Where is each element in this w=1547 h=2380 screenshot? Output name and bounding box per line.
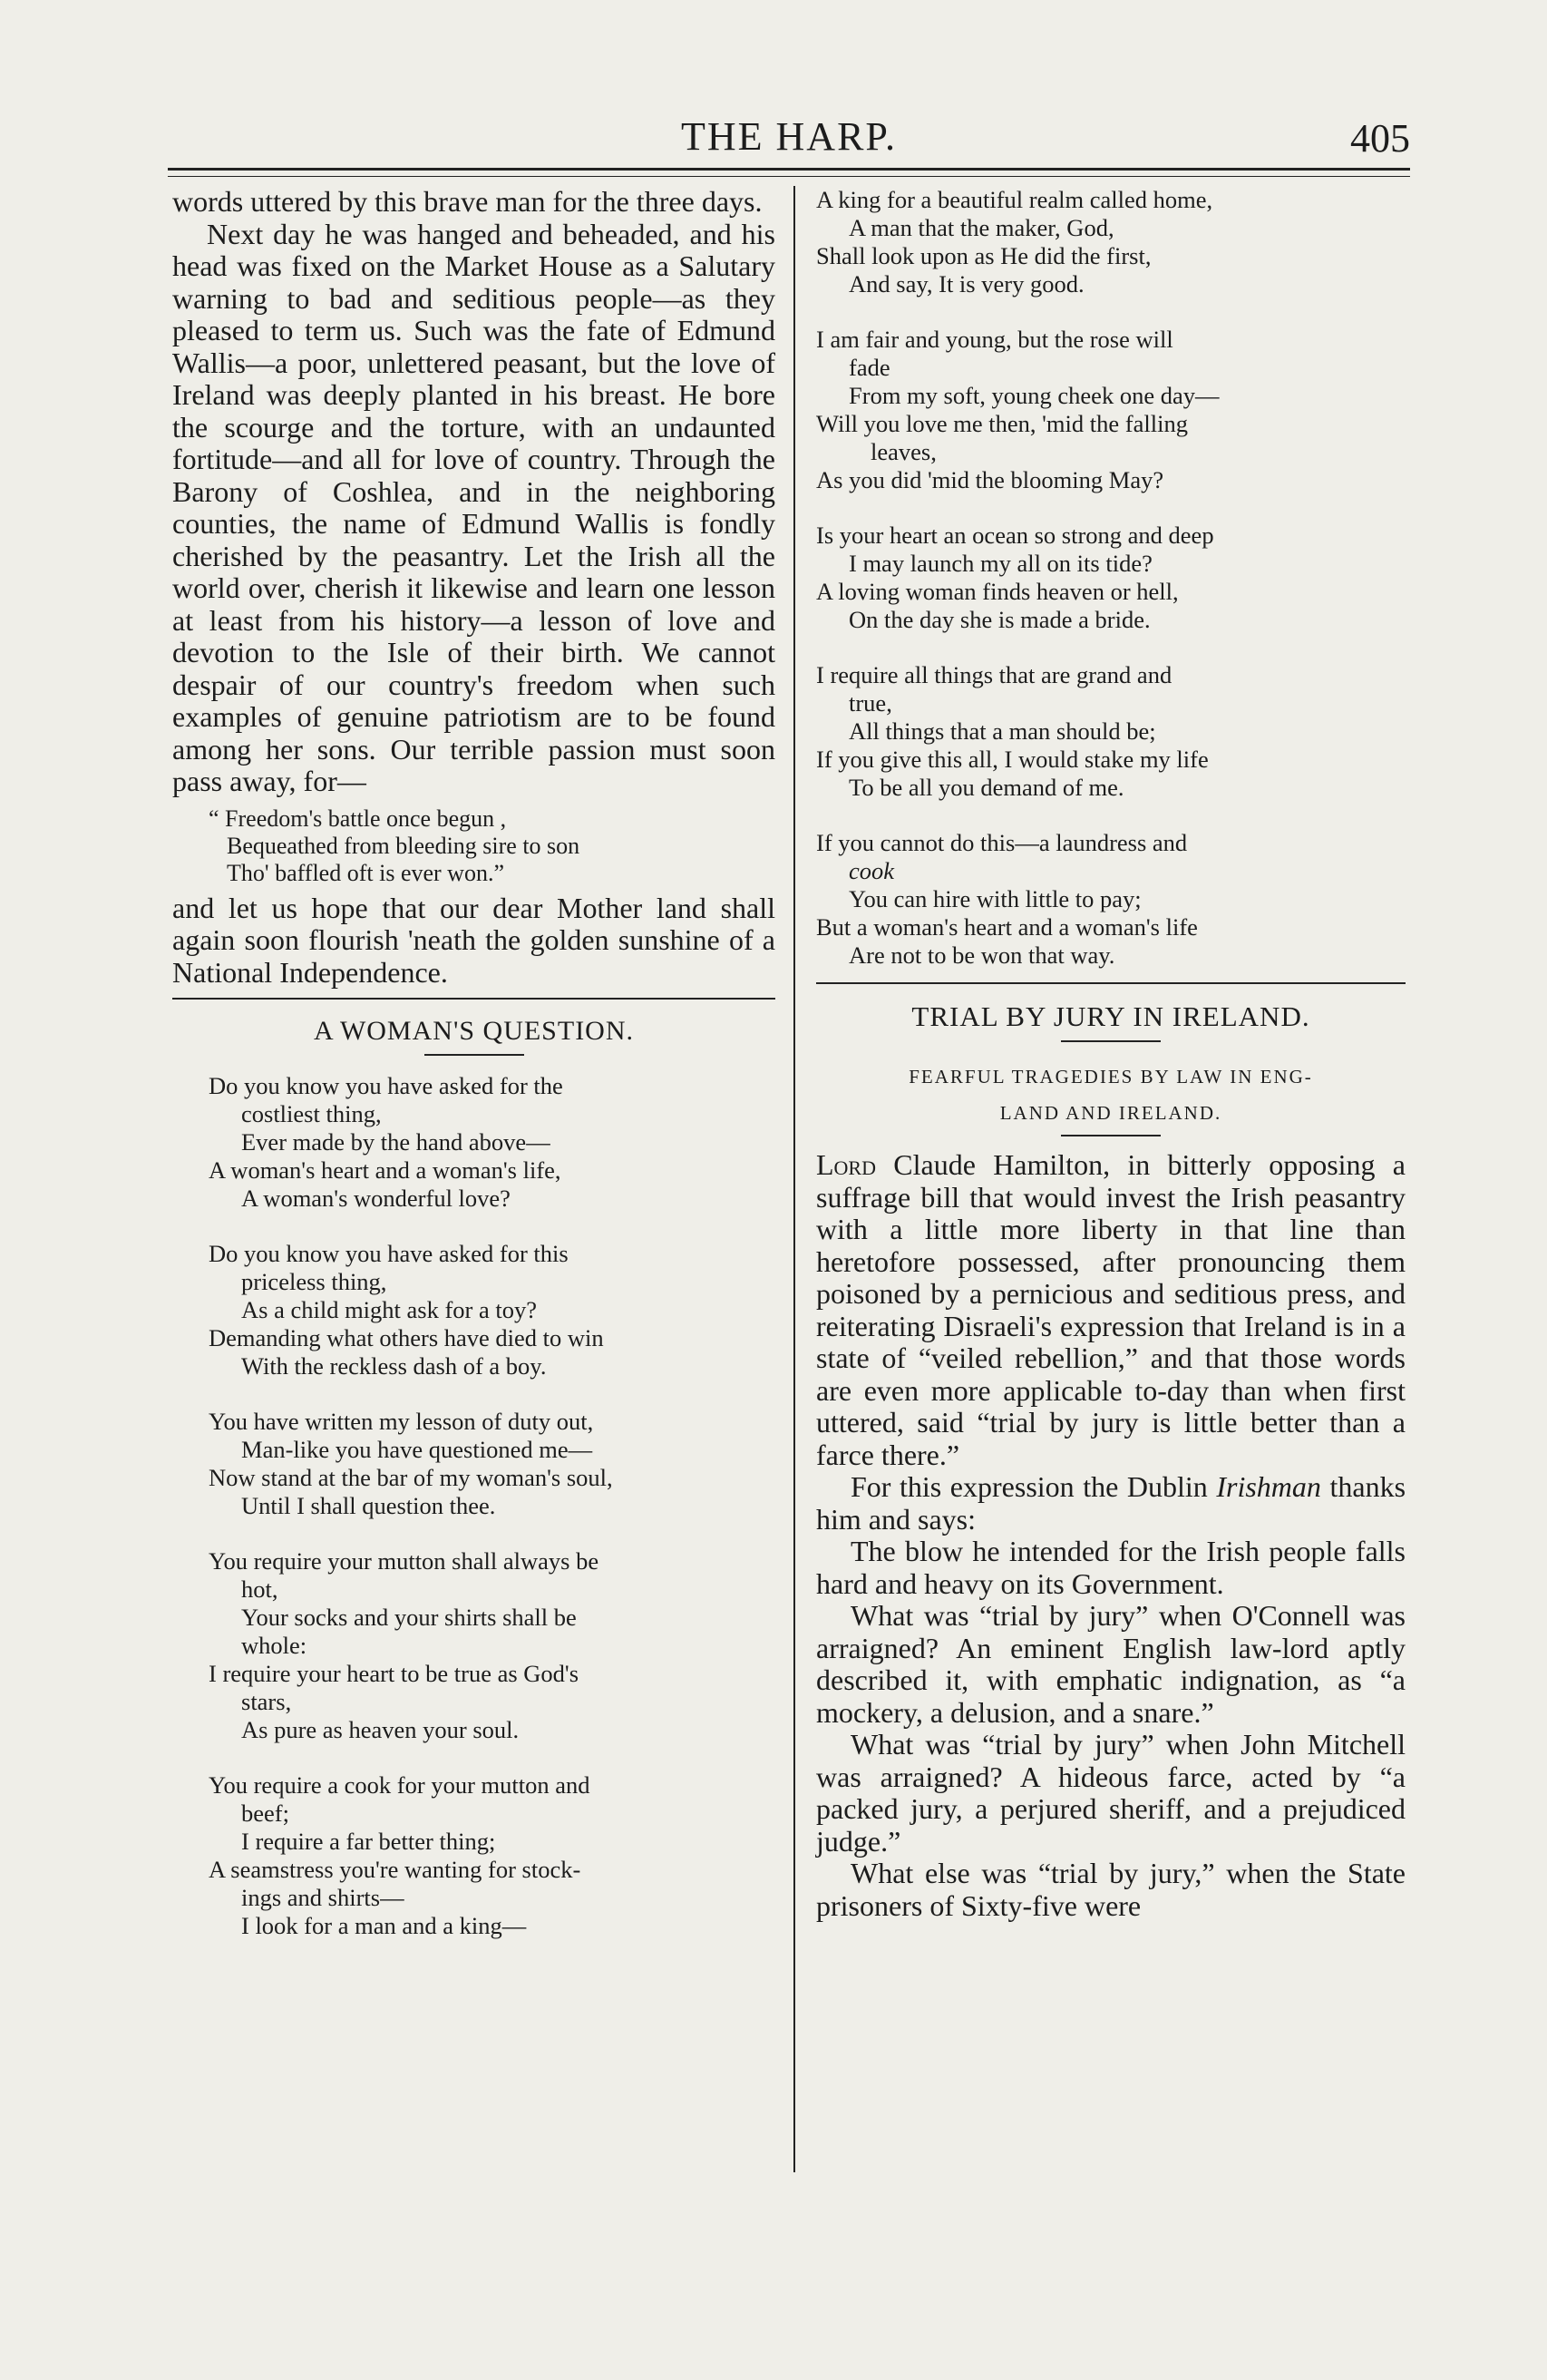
poem-line: ings and shirts— bbox=[241, 1884, 404, 1911]
poem-line: You require your mutton shall always be bbox=[209, 1547, 599, 1575]
paragraph-text: Claude Hamilton, in bitterly opposing a suffrage bill that would invest the Irish peasantry with a little more liberty in that line than heretofore possessed, after pronouncing them poisoned by a pernicious and seditious press, and reiterating Disraeli's expression that Ireland is in a state of “veiled rebellion,” and that those words are even more applicable to-day than when first uttered, said “trial by jury is little better than a farce there.” bbox=[816, 1148, 1406, 1471]
lead-word: Lord bbox=[816, 1148, 876, 1181]
poem-line: I require your heart to be true as God's bbox=[209, 1660, 579, 1687]
poem-line: hot, bbox=[241, 1575, 278, 1603]
poem-line: I am fair and young, but the rose will bbox=[816, 326, 1173, 353]
poem-line: I look for a man and a king— bbox=[241, 1912, 527, 1939]
jury-article bbox=[816, 1149, 1406, 1922]
article-paragraph: What was “trial by jury” when O'Connell was arraigned? An eminent English law-lord aptly described it, with emphatic indignation, as “a mockery, a delusion, and a snare.” bbox=[816, 1599, 1406, 1729]
poem-line: Do you know you have asked for this bbox=[209, 1240, 569, 1267]
poem-stanza bbox=[209, 1240, 775, 1380]
column-divider bbox=[793, 186, 795, 2172]
poem-stanza bbox=[209, 1771, 775, 1940]
poem-line: whole: bbox=[241, 1632, 307, 1659]
short-rule bbox=[1061, 1040, 1161, 1042]
poem-line: Your socks and your shirts shall be bbox=[241, 1604, 577, 1631]
poem-line: Man-like you have questioned me— bbox=[241, 1436, 593, 1463]
poem-stanza bbox=[816, 522, 1406, 634]
poem-line: To be all you demand of me. bbox=[849, 774, 1124, 801]
poem-stanza bbox=[816, 186, 1406, 298]
article-subhead: LAND AND IRELAND. bbox=[999, 1102, 1222, 1124]
poem-line: If you cannot do this—a laundress and bbox=[816, 829, 1188, 856]
paragraph-text: thanks him and says: bbox=[816, 1470, 1406, 1536]
article-title: TRIAL BY JURY IN IRELAND. bbox=[911, 1000, 1310, 1032]
section-rule bbox=[816, 982, 1406, 984]
short-rule bbox=[1061, 1135, 1161, 1136]
poem-line: A king for a beautiful realm called home, bbox=[816, 186, 1213, 213]
poem-line: Are not to be won that way. bbox=[849, 941, 1115, 969]
quote-line: Tho' baffled oft is ever won.” bbox=[227, 859, 504, 886]
poem-line: Do you know you have asked for the bbox=[209, 1072, 563, 1099]
poem-line: But a woman's heart and a woman's life bbox=[816, 913, 1198, 941]
short-rule bbox=[424, 1054, 524, 1056]
poem-line: A woman's wonderful love? bbox=[241, 1185, 511, 1212]
poem-line: All things that a man should be; bbox=[849, 717, 1156, 745]
poem-line: leaves, bbox=[871, 438, 937, 465]
poem-line: Ever made by the hand above— bbox=[241, 1128, 550, 1156]
quote-line: Bequeathed from bleeding sire to son bbox=[227, 832, 580, 859]
poem-line: I require a far better thing; bbox=[241, 1828, 496, 1855]
poem-line: fade bbox=[849, 354, 890, 381]
poem-line: stars, bbox=[241, 1688, 292, 1715]
header-rule-thin bbox=[168, 176, 1410, 177]
poem-line: Until I shall question thee. bbox=[241, 1492, 496, 1519]
poem-line: With the reckless dash of a boy. bbox=[241, 1352, 547, 1380]
poem-stanza bbox=[209, 1547, 775, 1744]
poem-line: true, bbox=[849, 689, 892, 717]
poem-line: From my soft, young cheek one day— bbox=[849, 382, 1220, 409]
paragraph-text: For this expression the Dublin bbox=[851, 1470, 1208, 1503]
poem-line: I may launch my all on its tide? bbox=[849, 550, 1153, 577]
article-paragraph: The blow he intended for the Irish people falls hard and heavy on its Government. bbox=[816, 1535, 1406, 1600]
poem-line: A man that the maker, God, bbox=[849, 214, 1114, 241]
poem-line: Now stand at the bar of my woman's soul, bbox=[209, 1464, 613, 1491]
poem bbox=[209, 1072, 775, 1940]
poem-line: As pure as heaven your soul. bbox=[241, 1716, 520, 1743]
poem-line: On the day she is made a bride. bbox=[849, 606, 1151, 633]
article-paragraph: What was “trial by jury” when John Mitchell was arraigned? A hideous farce, acted by “a packed jury, a perjured sheriff, and a prejudiced judge.” bbox=[816, 1728, 1406, 1858]
poem-line: A seamstress you're wanting for stock- bbox=[209, 1856, 581, 1883]
article-paragraph bbox=[816, 1471, 1406, 1536]
poem-line: I require all things that are grand and bbox=[816, 661, 1172, 688]
right-column bbox=[816, 186, 1406, 1922]
article-subhead: FEARFUL TRAGEDIES BY LAW IN ENG- bbox=[909, 1066, 1313, 1088]
poem-title: A WOMAN'S QUESTION. bbox=[313, 1016, 635, 1046]
article-paragraph: words uttered by this brave man for the three days. bbox=[172, 185, 763, 218]
poem-line: You can hire with little to pay; bbox=[849, 885, 1142, 912]
poem-stanza bbox=[816, 326, 1406, 494]
wallis-article bbox=[172, 186, 775, 798]
header-rule bbox=[168, 168, 1410, 171]
poem-stanza bbox=[816, 661, 1406, 802]
poem-line: beef; bbox=[241, 1800, 289, 1827]
article-paragraph: What else was “trial by jury,” when the State prisoners of Sixty-five were bbox=[816, 1857, 1406, 1922]
poem-line: Will you love me then, 'mid the falling bbox=[816, 410, 1188, 437]
poem-line: cook bbox=[849, 857, 895, 884]
poem-line: You require a cook for your mutton and bbox=[209, 1771, 590, 1799]
poem-line: If you give this all, I would stake my life bbox=[816, 746, 1209, 773]
poem-line: priceless thing, bbox=[241, 1268, 387, 1295]
poem-line: Shall look upon as He did the first, bbox=[816, 242, 1152, 269]
poem-stanza bbox=[209, 1408, 775, 1520]
poem-stanza bbox=[209, 1072, 775, 1213]
poem-line: As a child might ask for a toy? bbox=[241, 1296, 538, 1323]
article-paragraph: Next day he was hanged and beheaded, and his head was fixed on the Market House as a Salutary warning to bad and seditious people—as they pleased to term us. Such was the fate of Edmund Wallis—a poor, unlettered peasant, but the love of Ireland was deeply planted in his breast. He bore the scourge and the torture, with an undaunted fortitude—and all for love of country. Through the Barony of Coshlea, and in the neighboring counties, the name of Edmund Wallis is fondly cherished by the peasantry. Let the Irish all the world over, cherish it likewise and learn one lesson at least from his history—a lesson of love and devotion to the Isle of their birth. We cannot despair of our country's freedom when such examples of genuine patriotism are to be found among her sons. Our terrible passion must soon pass away, for— bbox=[172, 217, 775, 797]
quote-line: “ Freedom's battle once begun , bbox=[209, 805, 507, 832]
poem-line: As you did 'mid the blooming May? bbox=[816, 466, 1164, 493]
left-column bbox=[172, 186, 775, 1967]
poem-stanza bbox=[816, 829, 1406, 970]
poem-line: Is your heart an ocean so strong and deep bbox=[816, 522, 1214, 549]
poem-line: A woman's heart and a woman's life, bbox=[209, 1156, 561, 1184]
poem-line: A loving woman finds heaven or hell, bbox=[816, 578, 1179, 605]
section-rule bbox=[172, 998, 775, 1000]
article-paragraph: and let us hope that our dear Mother land shall again soon flourish 'neath the golden sunshine of a National Independence. bbox=[172, 891, 775, 989]
poem-line: You have written my lesson of duty out, bbox=[209, 1408, 594, 1435]
poem-line: costliest thing, bbox=[241, 1100, 382, 1127]
poem-continued bbox=[816, 186, 1406, 970]
block-quote bbox=[209, 805, 775, 887]
poem-line: Demanding what others have died to win bbox=[209, 1324, 604, 1351]
article-paragraph bbox=[816, 1149, 1406, 1471]
paragraph-italic: Irishman bbox=[1216, 1470, 1321, 1503]
running-title: THE HARP. bbox=[680, 114, 898, 159]
page-header bbox=[168, 113, 1410, 168]
page-number: 405 bbox=[1350, 116, 1410, 161]
poem-line: And say, It is very good. bbox=[849, 270, 1085, 298]
